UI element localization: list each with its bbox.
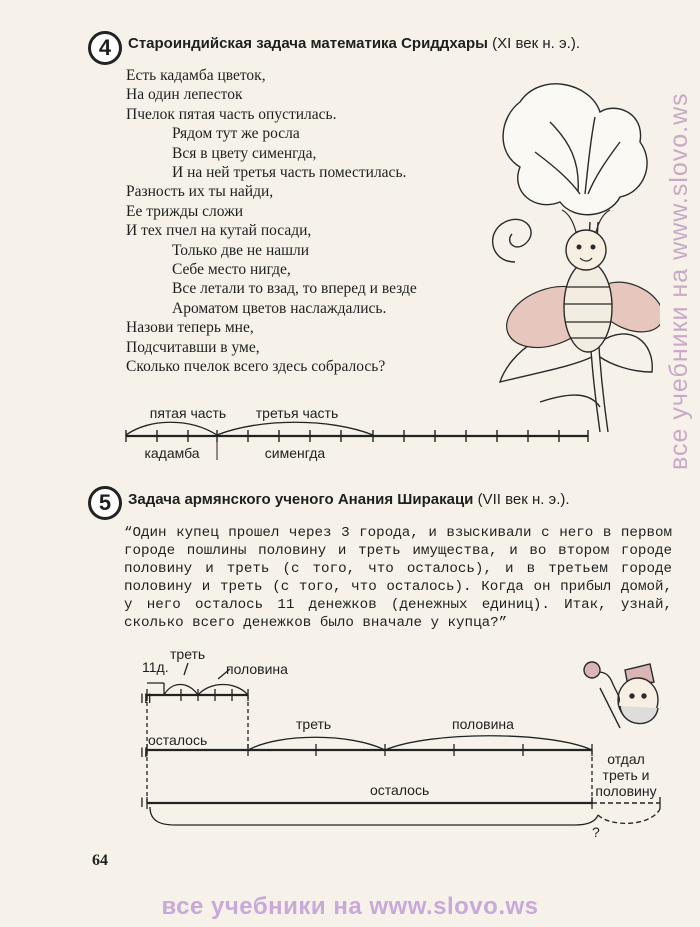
label-tret-small: треть [170, 646, 206, 662]
label-fifth-part: пятая часть [149, 405, 227, 421]
label-11d: 11д. [142, 659, 169, 675]
watermark-side: все учебники на www.slovo.ws [665, 92, 693, 470]
row-label-III: III [140, 690, 152, 706]
poem-line: Только две не нашли [172, 241, 310, 259]
label-kadamba: кадамба [144, 445, 200, 461]
label-otdal-2: треть и [602, 767, 650, 783]
poem-line: Есть кадамба цветок, [126, 67, 266, 84]
task-century: (VII век н. э.). [477, 491, 570, 508]
task-number: 4 [98, 35, 112, 60]
label-ostalos-row1: осталось [370, 782, 430, 798]
label-question: ? [592, 824, 600, 840]
task-title [128, 491, 570, 508]
task-title-text: Староиндийская задача математика Сриддхары [128, 35, 488, 52]
poem-line: Сколько пчелок всего здесь собралось? [126, 358, 386, 376]
poem-line: Назови теперь мне, [126, 319, 254, 337]
watermark-bottom: все учебники на www.slovo.ws [161, 893, 539, 920]
arc-fifth [126, 422, 217, 435]
poem-line: Пчелок пятая часть опустилась. [126, 105, 337, 123]
label-polovina-small: половина [226, 661, 288, 677]
row-label-II: II [140, 744, 148, 760]
arc-third [217, 422, 373, 435]
label-otdal-3: половину [595, 783, 657, 799]
task-title [128, 35, 580, 52]
row-label-I: I [140, 794, 144, 810]
task-century: (XI век н. э.). [492, 35, 580, 52]
label-simengda: сименгда [264, 445, 326, 461]
task5-diagram [130, 645, 675, 845]
task-number: 5 [98, 490, 112, 515]
poem-line: Подсчитавши в уме, [126, 338, 260, 356]
task-number-badge [88, 31, 122, 65]
task-title-text: Задача армянского ученого Анания Ширакаци [128, 491, 474, 508]
poem-line: На один лепесток [126, 86, 243, 104]
poem-line: Ее трижды сложи [126, 202, 244, 220]
poem [126, 66, 417, 377]
poem-line: Разность их ты найди, [126, 183, 274, 201]
poem-line: Все летали то взад, то вперед и везде [172, 280, 417, 298]
poem-line: И тех пчел на кутай посади, [126, 222, 312, 240]
poem-line: Вся в цвету сименгда, [172, 144, 317, 162]
poem-line: И на ней третья часть поместилась. [172, 164, 407, 182]
task-text: “Один купец прошел через 3 города, и взыскивали с него в первом городе пошлины половину и треть имущества, и во втором городе половину и треть (с того, что осталось), и в третьем городе половину и треть (с того, что осталось). Когда он прибыл домой, у него осталось 11 денежков (денежных единиц). Итак, узнай, сколько всего денежков было вначале у купца?” [124, 525, 672, 631]
label-otdal-1: отдал [607, 751, 645, 767]
flower-bee-illustration [480, 72, 660, 442]
poem-line: Рядом тут же росла [172, 125, 300, 143]
poem-line: Ароматом цветов наслаждались. [172, 299, 387, 317]
label-tret-row2: треть [296, 716, 332, 732]
task-number-badge [88, 486, 122, 520]
task4-diagram [120, 402, 600, 464]
label-third-part: третья часть [255, 405, 339, 421]
label-polovina-row2: половина [452, 716, 514, 732]
page-number: 64 [92, 852, 108, 869]
label-ostalos-row2: осталось [148, 732, 208, 748]
poem-line: Себе место нигде, [172, 261, 291, 279]
